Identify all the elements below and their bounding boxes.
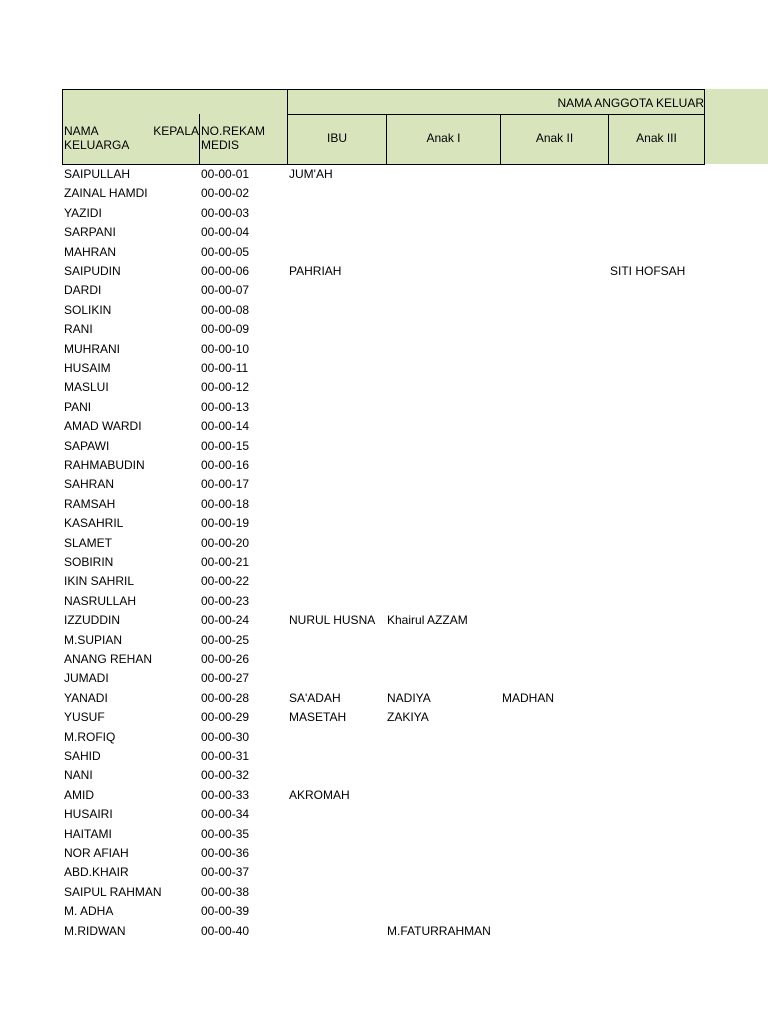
rekam-medis-cell: 00-00-13 [201,399,250,414]
header-kepala-text: KEPALA [153,124,199,138]
kepala-keluarga-cell: SAHID [64,749,101,763]
rekam-medis-cell: 00-00-18 [201,496,250,511]
anak-1-cell: Khairul AZZAM [387,613,468,628]
table-row [0,301,768,320]
table-row [0,340,768,359]
table-row [0,669,768,688]
kepala-keluarga-cell: DARDI [64,283,102,298]
rekam-medis-cell: 00-00-11 [201,361,249,375]
header-no-rekam-medis [201,124,291,152]
rekam-medis-cell: 00-00-32 [201,768,250,783]
kepala-keluarga-cell: JUMADI [64,671,109,686]
table-row [0,204,768,223]
anak-3-cell: SITI HOFSAH [610,264,686,278]
rekam-medis-cell: 00-00-37 [201,865,250,880]
table-row [0,495,768,514]
kepala-keluarga-cell: SOLIKIN [64,302,112,317]
kepala-keluarga-cell: MASLUI [64,380,109,395]
rekam-medis-cell: 00-00-24 [201,613,250,628]
rekam-medis-cell: 00-00-29 [201,710,250,725]
kepala-keluarga-cell: NASRULLAH [64,593,137,608]
rekam-medis-cell: 00-00-40 [201,923,250,938]
table-row [0,611,768,630]
table-row [0,863,768,882]
rekam-medis-cell: 00-00-10 [201,341,250,356]
kepala-keluarga-cell: ANANG REHAN [64,652,153,666]
kepala-keluarga-cell: SARPANI [64,225,116,240]
table-row [0,398,768,417]
header-anak-3: Anak III [636,131,677,145]
table-row [0,631,768,650]
table-row [0,165,768,184]
table-row [0,475,768,494]
table-row [0,184,768,203]
ibu-cell: MASETAH [289,710,347,725]
table-row [0,437,768,456]
rekam-medis-cell: 00-00-30 [201,729,250,744]
rekam-medis-cell: 00-00-36 [201,846,250,860]
rekam-medis-cell: 00-00-17 [201,477,250,492]
kepala-keluarga-cell: M. ADHA [64,904,114,919]
header-medis-text: MEDIS [201,138,240,152]
kepala-keluarga-cell: MUHRANI [64,341,120,356]
kepala-keluarga-cell: YAZIDI [64,205,102,220]
anak-1-cell: M.FATURRAHMAN [387,923,491,938]
table-row [0,689,768,708]
table-row [0,243,768,262]
kepala-keluarga-cell: PANI [64,399,92,414]
rekam-medis-cell: 00-00-35 [201,826,250,841]
table-row [0,650,768,669]
rekam-medis-cell: 00-00-03 [201,205,250,220]
kepala-keluarga-cell: NANI [64,768,93,783]
kepala-keluarga-cell: M.RIDWAN [64,923,126,938]
header-anak-2: Anak II [535,131,574,145]
header-keluarga-text: KELUARGA [64,138,130,152]
kepala-keluarga-cell: SAPAWI [64,438,110,453]
table-row [0,534,768,553]
table-row [0,572,768,591]
table-row [0,456,768,475]
kepala-keluarga-cell: HUSAIM [64,361,111,375]
rekam-medis-cell: 00-00-02 [201,186,250,201]
kepala-keluarga-cell: RAHMABUDIN [64,458,145,472]
kepala-keluarga-cell: M.SUPIAN [64,632,123,647]
anak-1-cell: NADIYA [387,690,431,705]
rekam-medis-cell: 00-00-31 [201,749,250,763]
header-mid-border [288,114,705,115]
table-row [0,553,768,572]
header-right-border [704,89,705,165]
kepala-keluarga-cell: NOR AFIAH [64,846,129,860]
kepala-keluarga-cell: ABD.KHAIR [64,865,129,880]
kepala-keluarga-cell: SLAMET [64,535,113,550]
ibu-cell: AKROMAH [289,787,350,802]
rekam-medis-cell: 00-00-19 [201,516,250,531]
header-ibu: IBU [326,131,347,145]
kepala-keluarga-cell: SAIPULLAH [64,167,131,181]
kepala-keluarga-cell: AMID [64,787,94,802]
kepala-keluarga-cell: RAMSAH [64,496,116,511]
kepala-keluarga-cell: ZAINAL HAMDI [64,186,148,201]
table-row [0,728,768,747]
kepala-keluarga-cell: YANADI [64,690,108,705]
header-left-border [62,89,63,165]
table-row [0,223,768,242]
rekam-medis-cell: 00-00-09 [201,322,250,337]
rekam-medis-cell: 00-00-26 [201,652,250,666]
table-row [0,320,768,339]
kepala-keluarga-cell: HUSAIRI [64,807,113,822]
rekam-medis-cell: 00-00-01 [201,167,250,181]
header-nama-text: NAMA [64,124,99,138]
table-row [0,514,768,533]
rekam-medis-cell: 00-00-33 [201,787,250,802]
rekam-medis-cell: 00-00-08 [201,302,250,317]
rekam-medis-cell: 00-00-28 [201,690,250,705]
table-row [0,262,768,281]
anak-1-cell: ZAKIYA [387,710,429,725]
table-row [0,844,768,863]
table-row [0,359,768,378]
table-row [0,786,768,805]
table-row [0,417,768,436]
kepala-keluarga-cell: KASAHRIL [64,516,124,531]
table-row [0,766,768,785]
rekam-medis-cell: 00-00-07 [201,283,250,298]
rekam-medis-cell: 00-00-25 [201,632,250,647]
table-row [0,805,768,824]
kepala-keluarga-cell: HAITAMI [64,826,112,841]
rekam-medis-cell: 00-00-27 [201,671,250,686]
table-row [0,883,768,902]
anak-2-cell: MADHAN [502,690,555,705]
kepala-keluarga-cell: YUSUF [64,710,105,725]
rekam-medis-cell: 00-00-15 [201,438,250,453]
ibu-cell: JUM'AH [289,167,333,181]
kepala-keluarga-cell: MAHRAN [64,244,117,259]
rekam-medis-cell: 00-00-16 [201,458,250,472]
rekam-medis-cell: 00-00-05 [201,244,250,259]
kepala-keluarga-cell: SAHRAN [64,477,115,492]
group-title: NAMA ANGGOTA KELUAR [557,96,704,110]
table-row [0,825,768,844]
rekam-medis-cell: 00-00-23 [201,593,250,608]
kepala-keluarga-cell: M.ROFIQ [64,729,116,744]
ibu-cell: PAHRIAH [289,264,342,278]
table-row [0,378,768,397]
rekam-medis-cell: 00-00-21 [201,555,250,569]
rekam-medis-cell: 00-00-34 [201,807,250,822]
table-row [0,708,768,727]
rekam-medis-cell: 00-00-20 [201,535,250,550]
rekam-medis-cell: 00-00-22 [201,574,250,589]
kepala-keluarga-cell: SOBIRIN [64,555,114,569]
table-row [0,281,768,300]
table-row [0,922,768,941]
table-row [0,902,768,921]
kepala-keluarga-cell: SAIPUL RAHMAN [64,884,162,899]
kepala-keluarga-cell: SAIPUDIN [64,264,121,278]
table-row [0,747,768,766]
rekam-medis-cell: 00-00-39 [201,904,250,919]
ibu-cell: SA'ADAH [289,690,341,705]
header-top-border [62,89,705,90]
table-row [0,592,768,611]
kepala-keluarga-cell: IZZUDDIN [64,613,120,628]
rekam-medis-cell: 00-00-14 [201,419,250,434]
rekam-medis-cell: 00-00-04 [201,225,250,240]
kepala-keluarga-cell: IKIN SAHRIL [64,574,135,589]
kepala-keluarga-cell: RANI [64,322,93,337]
header-divider-name-rm [199,114,200,165]
rekam-medis-cell: 00-00-12 [201,380,250,395]
rekam-medis-cell: 00-00-38 [201,884,250,899]
rekam-medis-cell: 00-00-06 [201,264,250,278]
ibu-cell: NURUL HUSNA [289,613,376,628]
header-nama-kepala-keluarga [64,124,199,152]
kepala-keluarga-cell: AMAD WARDI [64,419,142,434]
header-anak-1: Anak I [426,131,461,145]
header-no-rekam-text: NO.REKAM [201,124,266,138]
